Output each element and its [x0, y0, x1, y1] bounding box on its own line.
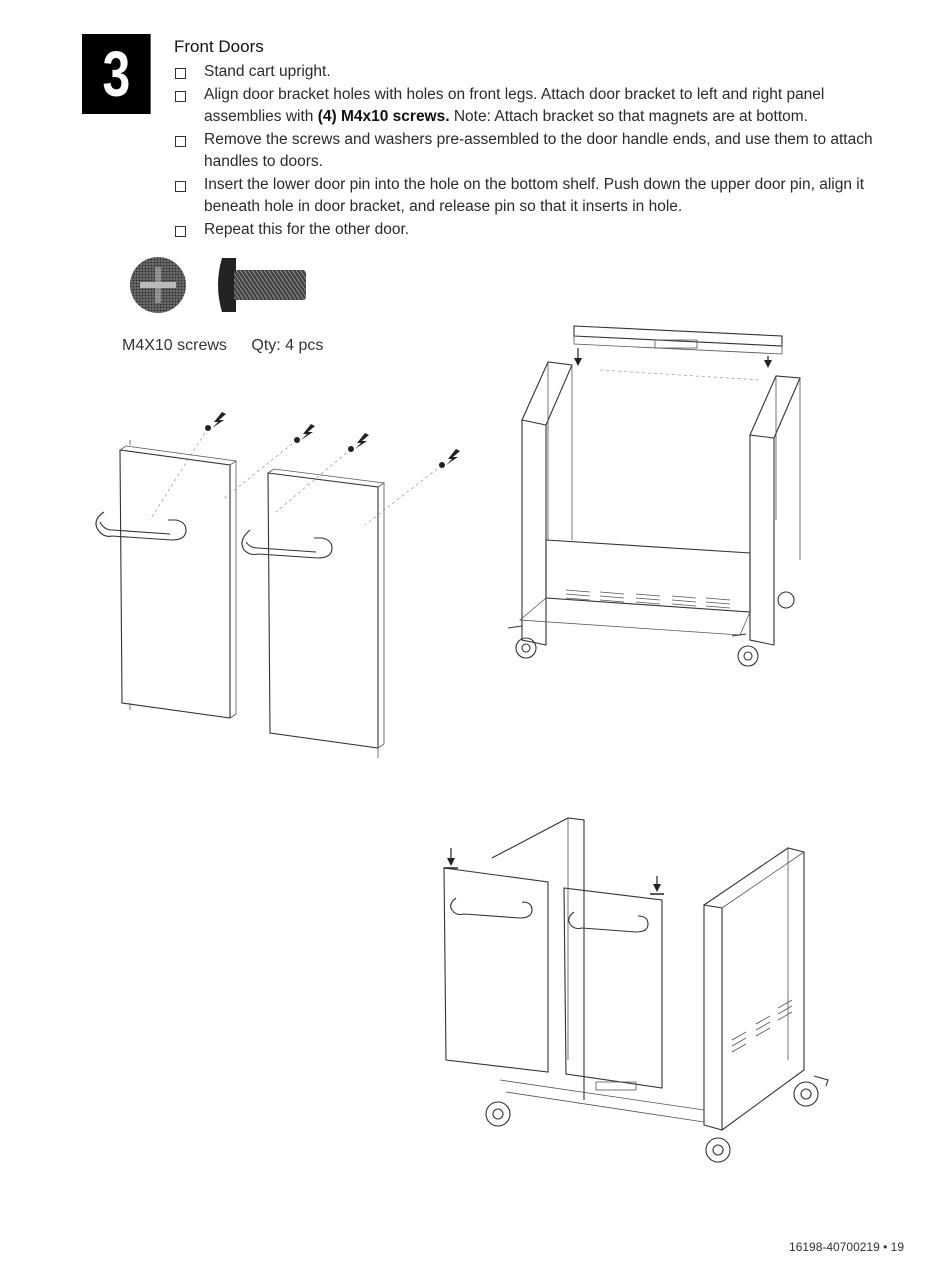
step-number-badge: 3 — [82, 34, 151, 114]
instruction-item: Repeat this for the other door. — [172, 219, 892, 242]
cart-doors-assembled-diagram — [444, 818, 828, 1162]
doors-exploded-diagram — [96, 412, 460, 758]
page-footer: 16198-40700219 • 19 — [789, 1240, 904, 1254]
instruction-item: Remove the screws and washers pre-assembled to the door handle ends, and use them to attach handles to doors. — [172, 129, 892, 174]
instruction-item: Insert the lower door pin into the hole on the bottom shelf. Push down the upper door pin, align it beneath hole in door bracket, and release pin so that it inserts in hole. — [172, 174, 892, 219]
cart-bracket-diagram — [508, 326, 800, 666]
screw-head-icon — [130, 257, 186, 313]
screw-side-icon — [218, 258, 306, 312]
hardware-qty: Qty: 4 pcs — [251, 337, 324, 354]
instruction-item: Stand cart upright. — [172, 61, 892, 84]
step-title: Front Doors — [174, 37, 264, 56]
hardware-name: M4X10 screws — [122, 337, 227, 354]
instruction-item: Align door bracket holes with holes on front legs. Attach door bracket to left and right panel assemblies with (4) M4x10 screws. Note: Attach bracket so that magnets are at bottom. — [172, 84, 892, 129]
